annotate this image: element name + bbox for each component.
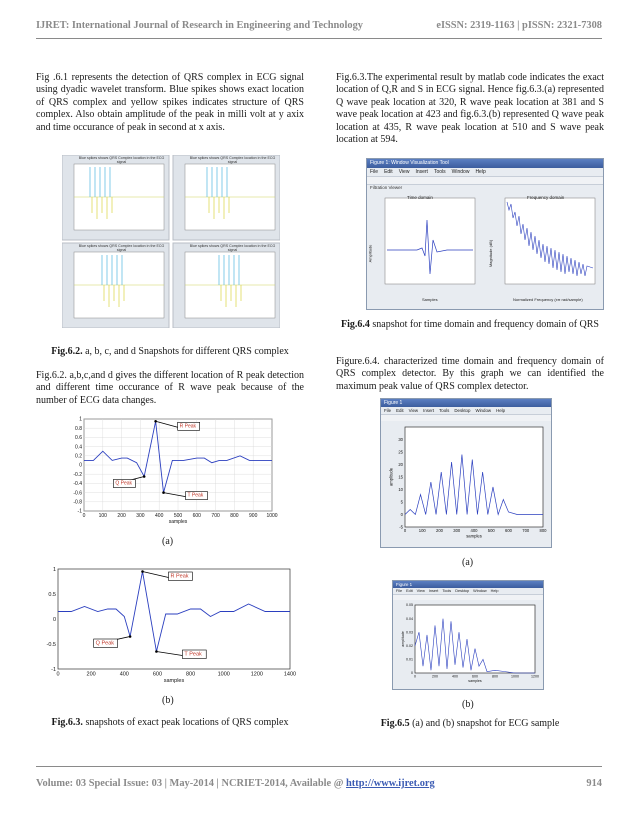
fig64-time-xlabel: Samples <box>422 297 438 302</box>
fig63a-label: (a) <box>162 536 174 547</box>
fig64-menu-item[interactable]: File <box>370 169 379 175</box>
svg63b-ytick-label: 0.5 <box>48 591 56 598</box>
svg65b-ytick-label: 0.05 <box>406 603 413 608</box>
svg63a-ytick-label: -0.2 <box>73 471 82 478</box>
page-header <box>36 20 602 31</box>
svg63a-xtick-label: 500 <box>173 513 183 519</box>
svg65b-xtick-label: 1000 <box>511 674 519 679</box>
fig65a-menu-item[interactable]: Window <box>475 408 492 413</box>
svg65a-xtick-label: 500 <box>487 528 495 534</box>
svg65b-xtick-label: 400 <box>452 674 458 679</box>
fig62-caption <box>36 346 304 357</box>
svg63a-xtick-label: 300 <box>136 513 145 519</box>
fig62-caption-num: Fig.6.2. <box>51 346 83 357</box>
fig65b-window <box>392 580 544 690</box>
svg65a-xlabel: samples <box>466 533 482 539</box>
fig65b-menu-item[interactable]: Window <box>473 589 487 593</box>
svg63b-annotation-label: T Peak <box>184 651 202 658</box>
fig65b-menu-item[interactable]: Insert <box>428 589 439 593</box>
svg63b-xtick-label: 200 <box>86 671 96 678</box>
fig64-menu-item[interactable]: View <box>398 169 410 175</box>
svg65b-axes <box>415 605 535 673</box>
svg65a-ytick-label: 0 <box>400 511 403 517</box>
fig62-grid <box>62 155 280 328</box>
svg63a-ytick-label: -0.6 <box>73 490 82 497</box>
svg65a-ytick-label: 25 <box>398 449 403 455</box>
svg63a-ytick-label: -0.8 <box>73 499 82 506</box>
fig65b-menu-item[interactable]: View <box>416 589 425 593</box>
fig64-menu-bar <box>367 168 603 176</box>
fig65a-toolbar <box>381 414 551 421</box>
fig65b-chart <box>393 600 543 689</box>
fig64-time-title: Time domain <box>407 195 433 200</box>
svg63a-xtick-label: 200 <box>117 513 126 519</box>
fig65-caption-text: (a) and (b) snapshot for ECG sample <box>409 718 560 729</box>
svg65a-ytick-label: 30 <box>398 436 403 442</box>
fig65a-menu-item[interactable]: File <box>384 408 392 413</box>
svg63b-xtick-label: 1400 <box>283 671 297 678</box>
fig64-freq-xlabel: Normalized Frequency (xπ rad/sample) <box>513 297 583 302</box>
fig65b-menu-item[interactable]: Desktop <box>455 589 470 593</box>
svg65b-ylabel: amplitude <box>401 631 406 647</box>
svg63b-xtick-label: 800 <box>185 671 196 678</box>
fig64-menu-item[interactable]: Tools <box>433 169 446 175</box>
svg65a-xtick-label: 400 <box>470 528 478 534</box>
footer-text <box>36 778 435 789</box>
svg63a-ytick-label: -1 <box>77 508 82 515</box>
fig64-freq-ylabel: Magnitude (dB) <box>488 239 494 268</box>
svg65b-xtick-label: 800 <box>492 674 498 679</box>
fig64-filter-viewer: Filtration Viewer <box>370 185 403 190</box>
svg65b-xtick-label: 0 <box>414 674 416 679</box>
fig62-panel-d <box>173 243 280 328</box>
right-para-1: Fig.6.3.The experimental result by matlab code indicates the exact location of Q,R and S in ECG signal. Hence fig.6.3.(a) represented Q wave peak location at 320, R wave peak location at 381 and S wave peak location at 423 and fig.6.3.(b) represented Q wave peak location at 435, R wave peak location at 510 and S wave peak location at 594. <box>336 72 604 146</box>
svg65a-ytick-label: 10 <box>398 486 403 492</box>
fig62-caption-text: a, b, c, and d Snapshots for different QRS complex <box>82 346 289 357</box>
svg63a-ytick-label: 0.6 <box>75 435 82 442</box>
fig63-caption <box>36 717 304 728</box>
fig65a-menu-item[interactable]: Desktop <box>454 408 471 413</box>
fig64-time-ylabel: Amplitude <box>367 244 373 263</box>
right-column <box>336 72 604 146</box>
fig65b-menu-item[interactable]: File <box>396 589 403 593</box>
svg63a-xtick-label: 900 <box>249 513 258 519</box>
svg63b-xtick-label: 600 <box>152 671 163 678</box>
fig64-menu-item[interactable]: Edit <box>384 169 393 175</box>
svg65a-xtick-label: 800 <box>539 528 547 534</box>
footer-link[interactable]: http://www.ijret.org <box>346 778 435 789</box>
fig63a-chart <box>62 413 280 526</box>
svg63a-ytick-label: -0.4 <box>73 481 82 488</box>
fig64-caption <box>336 319 604 330</box>
fig65a-label: (a) <box>462 557 474 568</box>
svg65b-xtick-label: 1200 <box>531 674 539 679</box>
fig65a-menu-bar <box>381 407 551 414</box>
fig62-panel-b <box>173 155 280 240</box>
svg65a-ytick-label: 20 <box>398 461 403 467</box>
svg63a-xtick-label: 100 <box>98 513 107 519</box>
page-footer <box>36 778 602 789</box>
svg63b-xtick-label: 0 <box>56 671 60 678</box>
fig65b-menu-item[interactable]: Help <box>490 589 499 593</box>
fig65b-menu-item[interactable]: Edit <box>406 589 413 593</box>
fig64-plots <box>367 190 603 302</box>
right-para-2: Figure.6.4. characterized time domain and frequency domain of QRS complex detector. By this graph we can identified the maximum peak value of QRS complex detector. <box>336 356 604 392</box>
svg65a-ytick-label: -5 <box>399 524 403 530</box>
fig64-menu-item[interactable]: Window <box>451 169 470 175</box>
fig65a-menu-item[interactable]: Insert <box>423 408 435 413</box>
svg65a-ytick-label: 15 <box>398 474 403 480</box>
svg63a-annotation-head <box>143 475 146 478</box>
svg65a-xtick-label: 300 <box>453 528 461 534</box>
svg63a-annotation-label: R Peak <box>179 423 197 430</box>
svg63b-annotation-head <box>155 650 158 653</box>
svg63b-xtick-label: 1200 <box>250 671 263 678</box>
left-para-2: Fig.6.2. a,b,c,and d gives the different location of R peak detection and different time occurance of R wave peak because of the number of ECG data changes. <box>36 370 304 406</box>
svg63b-xlabel: samples <box>163 678 185 684</box>
svg63a-annotation-head <box>154 420 157 423</box>
svg65a-xtick-label: 200 <box>436 528 443 534</box>
header-rule <box>36 38 602 39</box>
svg65b-xlabel: samples <box>468 679 482 684</box>
fig64-title-bar: Figure 1: Window Visualization Tool <box>367 159 603 168</box>
left-para-2-wrap <box>36 370 304 407</box>
fig63-caption-text: snapshots of exact peak locations of QRS complex <box>82 717 289 728</box>
fig65-caption-num: Fig.6.5 <box>380 718 410 729</box>
fig62-panels <box>62 155 280 328</box>
svg65b-ytick-label: 0.01 <box>406 657 413 662</box>
svg63b-annotation-head <box>129 635 132 638</box>
fig65a-chart <box>381 421 551 546</box>
svg63a-annotation-head <box>162 491 165 494</box>
svg63a-xtick-label: 400 <box>155 513 164 519</box>
svg63b-ytick-label: -0.5 <box>46 641 56 648</box>
svg65a-xtick-label: 700 <box>522 528 530 534</box>
svg65a-xtick-label: 600 <box>505 528 512 534</box>
svg63b-ytick-label: 0 <box>52 616 56 623</box>
left-para-1: Fig .6.1 represents the detection of QRS complex in ECG signal using dyadic wavelet transform. Blue spikes shows exact location of QRS complex and yellow spikes indicates structure of QRS complex. Also obtain amplitude of the peak in milli volt at y axix and time occurance of peak in second at x axis. <box>36 72 304 133</box>
svg63a-ytick-label: 1 <box>79 416 82 423</box>
right-para-2-wrap <box>336 356 604 393</box>
svg63a-xtick-label: 800 <box>230 513 239 519</box>
svg65a-ytick-label: 5 <box>400 499 403 505</box>
svg65a-xtick-label: 0 <box>403 528 407 534</box>
svg65b-ytick-label: 0.04 <box>406 616 413 621</box>
svg63b-annotation-label: R Peak <box>170 573 189 580</box>
fig63b-chart <box>36 563 300 685</box>
left-column <box>36 72 304 134</box>
fig62-title-c: Blue spikes shows QRS Complex location in the ECG signal <box>78 244 165 252</box>
fig62-title-a: Blue spikes shows QRS Complex location in the ECG signal <box>78 156 165 164</box>
fig62-title-d: Blue spikes shows QRS Complex location in the ECG signal <box>189 244 276 252</box>
fig65a-menu-item[interactable]: Edit <box>396 408 404 413</box>
fig63b-label: (b) <box>162 695 174 706</box>
svg63a-ytick-label: 0.2 <box>75 453 82 460</box>
svg65b-xtick-label: 600 <box>472 674 478 679</box>
svg65a-xtick-label: 100 <box>418 528 426 534</box>
fig65b-title-bar: Figure 1 <box>393 581 543 588</box>
fig63-caption-num: Fig.6.3. <box>51 717 83 728</box>
svg63b-ytick-label: -1 <box>51 666 56 673</box>
svg63b-ytick-label: 1 <box>52 566 56 573</box>
footer-volume: Volume: 03 Special Issue: 03 | May-2014 | NCRIET-2014, Available @ <box>36 778 347 789</box>
fig65-caption <box>336 718 604 729</box>
svg63a-annotation-label: Q Peak <box>115 480 133 487</box>
footer-rule <box>36 766 602 767</box>
fig62-panel-a <box>62 155 169 240</box>
svg63b-annotation-label: Q Peak <box>95 640 115 647</box>
fig63b <box>36 563 300 685</box>
fig64-caption-num: Fig.6.4 <box>340 319 370 330</box>
fig62-title-b: Blue spikes shows QRS Complex location in the ECG signal <box>189 156 276 164</box>
fig65a-window <box>380 398 552 548</box>
svg65b-ytick-label: 0.03 <box>406 630 413 635</box>
fig65b-label: (b) <box>462 699 474 710</box>
fig62-panel-c <box>62 243 169 328</box>
fig64-window <box>366 158 604 310</box>
fig64-toolbar <box>367 176 603 185</box>
svg65b-ytick-label: 0 <box>411 671 413 676</box>
fig65a-title-bar: Figure 1 <box>381 399 551 407</box>
fig63a <box>62 413 280 526</box>
svg63a-ytick-label: 0.4 <box>75 444 82 451</box>
journal-title: IJRET: International Journal of Research in Engineering and Technology <box>36 20 363 31</box>
fig64-freq-title: Frequency domain <box>527 195 565 200</box>
svg63b-annotation-head <box>141 570 144 573</box>
svg63a-xtick-label: 700 <box>211 513 220 519</box>
fig65a-menu-item[interactable]: Tools <box>439 408 450 413</box>
page-number: 914 <box>586 778 602 789</box>
fig64-caption-text: snapshot for time domain and frequency domain of QRS <box>369 319 599 330</box>
svg63a-annotation-label: T Peak <box>187 492 204 499</box>
svg63a-xtick-label: 1000 <box>266 513 278 519</box>
svg63a-xlabel: samples <box>168 519 188 525</box>
svg63a-ytick-label: 0 <box>79 462 82 469</box>
svg63a-xtick-label: 0 <box>82 513 86 519</box>
fig64-menu-item[interactable]: Insert <box>415 169 428 175</box>
fig65a-menu-item[interactable]: Help <box>496 408 506 413</box>
svg65b-xtick-label: 200 <box>432 674 438 679</box>
svg63b-xtick-label: 1000 <box>217 671 230 678</box>
svg65b-ytick-label: 0.02 <box>406 644 413 648</box>
svg63a-xtick-label: 600 <box>192 513 201 519</box>
svg63b-xtick-label: 400 <box>119 671 129 678</box>
svg65a-ylabel: amplitude <box>388 467 394 487</box>
svg63a-ytick-label: 0.8 <box>75 425 82 432</box>
fig65a-menu-item[interactable]: View <box>408 408 419 413</box>
fig64-menu-item[interactable]: Help <box>475 169 486 175</box>
issn: eISSN: 2319-1163 | pISSN: 2321-7308 <box>436 20 602 31</box>
fig65b-menu-item[interactable]: Tools <box>442 589 452 593</box>
